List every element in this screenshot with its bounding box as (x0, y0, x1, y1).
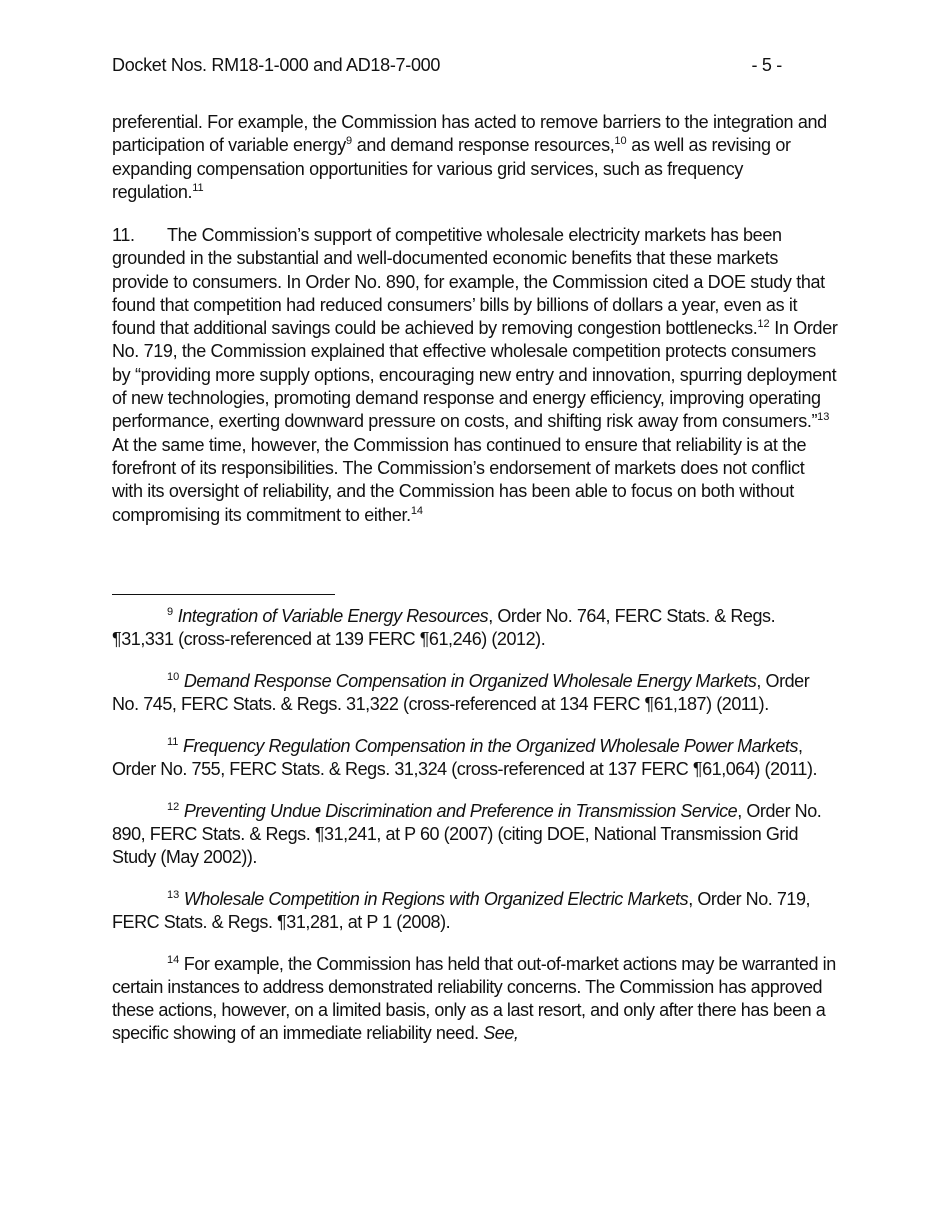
footnote-text: , Order No. 764, FERC Stats. & Regs. ¶31,331 (cross-referenced at 139 FERC ¶61,246) (2012). (112, 606, 776, 649)
footnote-ref-10[interactable]: 10 (614, 135, 627, 148)
paragraph-text: In Order No. 719, the Commission explained that effective wholesale competition protects consumers by “providing more supply options, encouraging new entry and innovation, spurring deployment of new technologies, promoting demand response and energy efficiency, improving operating performance, exerting downward pressure on costs, and shifting risk away from consumers.” (112, 318, 838, 432)
footnotes-section (112, 605, 838, 1064)
footnote-number: 10 (167, 671, 180, 683)
page-number: - 5 - (751, 55, 782, 75)
footnote-citation-title: Demand Response Compensation in Organized Wholesale Energy Markets (183, 671, 757, 691)
footnote-11 (112, 735, 838, 781)
footnote-ref-14[interactable]: 14 (410, 504, 424, 517)
footnote-citation-title: Wholesale Competition in Regions with Organized Electric Markets (183, 889, 689, 909)
footnote-9 (112, 605, 838, 651)
footnote-ref-12[interactable]: 12 (757, 318, 770, 331)
footnote-text: , Order No. 745, FERC Stats. & Regs. 31,322 (cross-referenced at 134 FERC ¶61,187) (2011). (112, 671, 810, 714)
footnote-citation-title: Integration of Variable Energy Resources (177, 606, 489, 626)
page-header (112, 55, 782, 81)
footnote-text: For example, the Commission has held that out-of-market actions may be warranted in certain instances to address demonstrated reliability concerns. The Commission has approved these actions, however, on a limited basis, only as a last resort, and only after there has been a specific showing of an immediate reliability need. (112, 954, 836, 1043)
paragraph-text: and demand response resources, (352, 135, 615, 156)
docket-number: Docket Nos. RM18-1-000 and AD18-7-000 (112, 55, 441, 75)
paragraph-text: as well as revising or expanding compensation opportunities for various grid services, such as frequency regulation. (112, 135, 791, 202)
footnote-text: , Order No. 719, FERC Stats. & Regs. ¶31,281, at P 1 (2008). (112, 889, 811, 932)
footnote-signal: See, (483, 1023, 519, 1043)
footnote-number: 11 (167, 736, 179, 748)
paragraph-text: preferential. For example, the Commission has acted to remove barriers to the integration and participation of variable energy (112, 112, 827, 156)
footnote-12 (112, 800, 838, 869)
footnote-number: 12 (167, 801, 180, 813)
footnote-14 (112, 953, 838, 1045)
paragraph-number: 11. (112, 225, 135, 245)
paragraph-11 (112, 224, 838, 527)
footnote-number: 13 (167, 889, 180, 901)
footnote-citation-title: Frequency Regulation Compensation in the Organized Wholesale Power Markets (182, 736, 799, 756)
footnote-text: , Order No. 755, FERC Stats. & Regs. 31,324 (cross-referenced at 137 FERC ¶61,064) (2011). (112, 736, 818, 779)
footnote-ref-13[interactable]: 13 (817, 411, 830, 424)
paragraph-continuation (112, 111, 838, 204)
paragraph-text: The Commission’s support of competitive wholesale electricity markets has been grounded in the substantial and well-documented economic benefits that these markets provide to consumers. In Order No. 890, for example, the Commission cited a DOE study that found that competition had reduced consumers’ bills by billions of dollars a year, even as it found that additional savings could be achieved by removing congestion bottlenecks. (112, 225, 825, 339)
footnote-citation-title: Preventing Undue Discrimination and Preference in Transmission Service (183, 801, 738, 821)
footnote-10 (112, 670, 838, 716)
footnote-text: , Order No. 890, FERC Stats. & Regs. ¶31,241, at P 60 (2007) (citing DOE, National Transmission Grid Study (May 2002)). (112, 801, 822, 867)
footnote-number: 9 (167, 606, 174, 618)
paragraph-text: At the same time, however, the Commission has continued to ensure that reliability is at the forefront of its responsibilities. The Commission’s endorsement of markets does not conflict with its oversight of reliability, and the Commission has been able to focus on both without compromising its commitment to either. (112, 434, 807, 525)
footnote-ref-11[interactable]: 11 (192, 181, 204, 194)
footnote-ref-9[interactable]: 9 (345, 135, 353, 148)
footnote-separator (112, 594, 335, 595)
footnote-13 (112, 888, 838, 934)
footnote-number: 14 (167, 954, 180, 966)
